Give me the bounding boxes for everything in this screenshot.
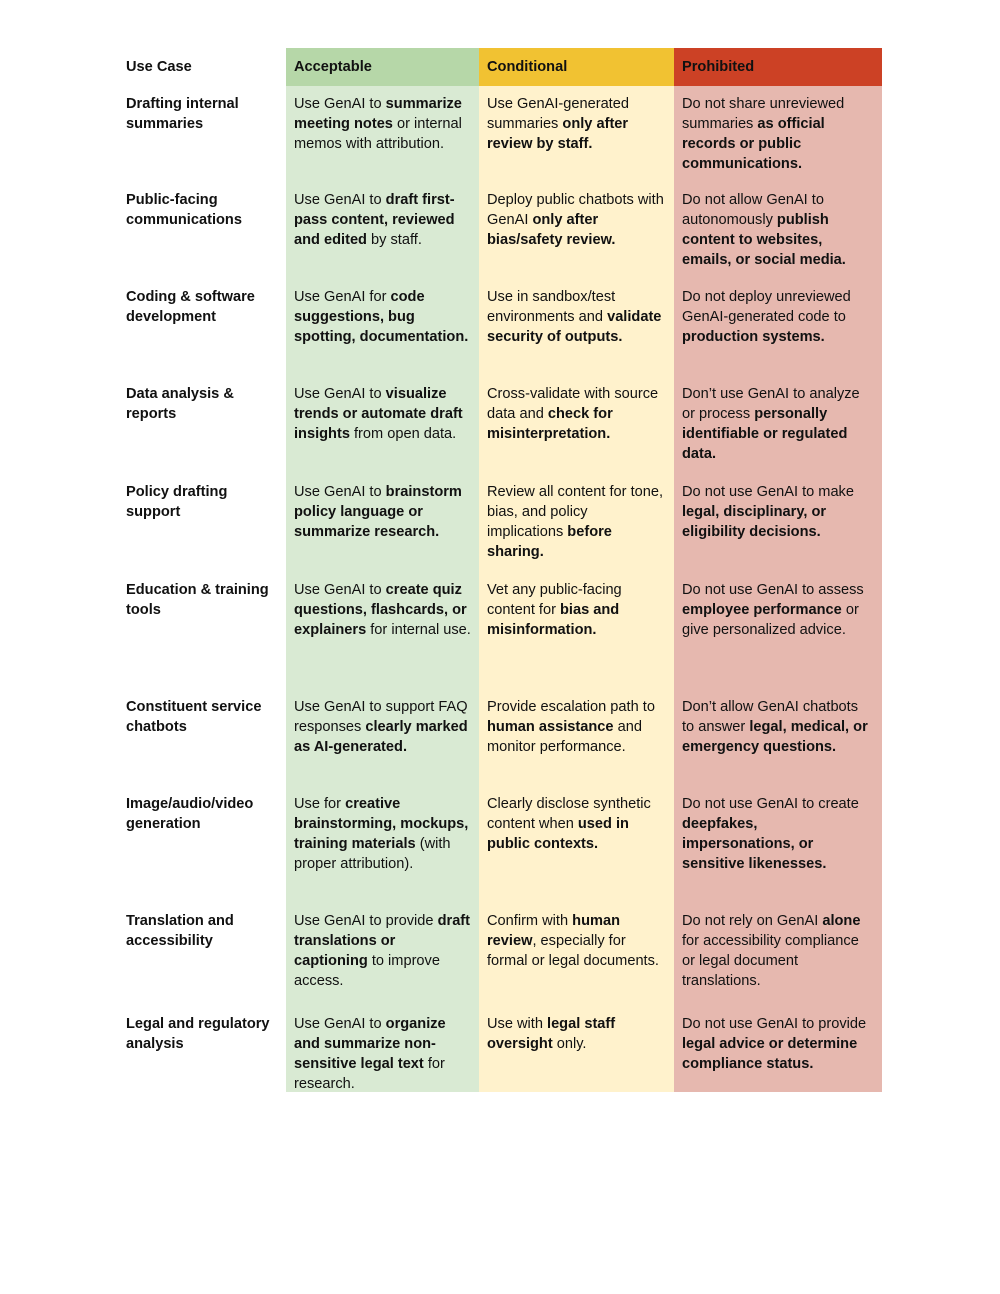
use-case-cell: Legal and regulatory analysis	[126, 1016, 270, 1052]
use-case-cell: Public-facing communications	[126, 192, 242, 228]
acceptable-cell	[286, 86, 479, 182]
table-body	[118, 86, 882, 1093]
text-segment: and monitor performance.	[487, 719, 642, 755]
header-acceptable: Acceptable	[286, 48, 479, 86]
conditional-cell	[479, 572, 674, 689]
use-case-cell: Translation and accessibility	[126, 913, 234, 949]
table-row	[118, 1006, 882, 1093]
emphasized-text: deepfakes, impersonations, or sensitive likenesses.	[682, 816, 827, 872]
text-segment: only.	[552, 1036, 587, 1052]
emphasized-text: creative brainstorming, mockups, training materials	[294, 796, 469, 852]
text-segment: Use with	[487, 1016, 548, 1032]
header-conditional: Conditional	[479, 48, 674, 86]
text-segment: Cross-validate with source data and	[487, 386, 659, 422]
text-segment: Use GenAI for	[294, 289, 391, 305]
text-segment: Don’t allow GenAI chatbots to answer	[682, 699, 859, 735]
text-segment: Use GenAI to	[294, 192, 386, 208]
conditional-cell	[479, 279, 674, 376]
text-segment: Do not share unreviewed summaries	[682, 96, 845, 132]
text-segment: Use in sandbox/test environments and	[487, 289, 616, 325]
emphasized-text: personally identifiable or regulated data.	[682, 406, 848, 462]
emphasized-text: only after bias/safety review.	[487, 212, 616, 248]
emphasized-text: check for misinterpretation.	[487, 406, 613, 442]
emphasized-text: human review	[487, 913, 620, 949]
emphasized-text: only after review by staff.	[487, 116, 629, 152]
text-segment: from open data.	[349, 426, 457, 442]
conditional-cell	[479, 474, 674, 572]
text-segment: Clearly disclose synthetic content when	[487, 796, 651, 832]
prohibited-cell	[674, 689, 882, 786]
text-segment: Do not allow GenAI to autonomously	[682, 192, 824, 228]
acceptable-cell	[286, 1006, 479, 1093]
text-segment: Use GenAI to	[294, 484, 386, 500]
text-segment: Deploy public chatbots with GenAI	[487, 192, 664, 228]
emphasized-text: as official records or public communications.	[682, 116, 825, 172]
conditional-cell	[479, 86, 674, 182]
text-segment: Use for	[294, 796, 346, 812]
header-use-case: Use Case	[126, 59, 192, 75]
conditional-cell	[479, 786, 674, 903]
emphasized-text: used in public contexts.	[487, 816, 629, 852]
genai-use-case-table	[118, 48, 882, 1093]
table-header-row	[118, 48, 882, 86]
text-segment: Do not use GenAI to create	[682, 796, 859, 812]
emphasized-text: validate security of outputs.	[487, 309, 662, 345]
emphasized-text: human assistance	[487, 719, 614, 735]
use-case-cell: Drafting internal summaries	[126, 96, 239, 132]
conditional-cell	[479, 182, 674, 279]
text-segment: by staff.	[366, 232, 422, 248]
emphasized-text: legal, disciplinary, or eligibility decisions.	[682, 504, 827, 540]
text-segment: Do not use GenAI to provide	[682, 1016, 867, 1032]
conditional-cell	[479, 1006, 674, 1093]
emphasized-text: alone	[822, 913, 861, 929]
conditional-cell	[479, 689, 674, 786]
table-row	[118, 86, 882, 182]
table-row	[118, 182, 882, 279]
table-row	[118, 903, 882, 1006]
acceptable-cell	[286, 689, 479, 786]
text-segment: Do not deploy unreviewed GenAI-generated code to	[682, 289, 851, 325]
acceptable-cell	[286, 182, 479, 279]
table-row	[118, 474, 882, 572]
text-segment: Vet any public-facing content for	[487, 582, 622, 618]
text-segment: (with proper attribution).	[294, 836, 451, 872]
emphasized-text: organize and summarize non-sensitive legal text	[294, 1016, 446, 1072]
text-segment: to improve access.	[294, 953, 440, 989]
emphasized-text: production systems.	[682, 329, 825, 345]
table-row	[118, 689, 882, 786]
use-case-cell: Data analysis & reports	[126, 386, 234, 422]
text-segment: , especially for formal or legal documents.	[487, 933, 659, 969]
prohibited-cell	[674, 279, 882, 376]
table-row	[118, 376, 882, 474]
prohibited-cell	[674, 182, 882, 279]
use-case-cell: Constituent service chatbots	[126, 699, 262, 735]
text-segment: Do not use GenAI to assess	[682, 582, 864, 598]
acceptable-cell	[286, 376, 479, 474]
emphasized-text: employee performance	[682, 602, 842, 618]
emphasized-text: create quiz questions, flashcards, or explainers	[294, 582, 467, 638]
text-segment: Use GenAI to	[294, 582, 386, 598]
use-case-cell: Coding & software development	[126, 289, 255, 325]
text-segment: for accessibility compliance or legal document translations.	[682, 933, 859, 989]
text-segment: for research.	[294, 1056, 445, 1092]
acceptable-cell	[286, 279, 479, 376]
text-segment: Do not rely on GenAI	[682, 913, 823, 929]
use-case-cell: Image/audio/video generation	[126, 796, 254, 832]
text-segment: Use GenAI to	[294, 386, 386, 402]
prohibited-cell	[674, 572, 882, 689]
text-segment: Provide escalation path to	[487, 699, 655, 715]
emphasized-text: bias and misinformation.	[487, 602, 620, 638]
table-row	[118, 572, 882, 689]
text-segment: for internal use.	[366, 622, 471, 638]
emphasized-text: visualize trends or automate draft insights	[294, 386, 463, 442]
header-prohibited: Prohibited	[674, 48, 882, 86]
emphasized-text: legal, medical, or emergency questions.	[682, 719, 868, 755]
emphasized-text: draft translations or captioning	[294, 913, 471, 969]
text-segment: Use GenAI to provide	[294, 913, 438, 929]
emphasized-text: summarize meeting notes	[294, 96, 462, 132]
acceptable-cell	[286, 903, 479, 1006]
text-segment: Review all content for tone, bias, and policy implications	[487, 484, 664, 540]
text-segment: or internal memos with attribution.	[294, 116, 462, 152]
prohibited-cell	[674, 86, 882, 182]
emphasized-text: brainstorm policy language or summarize research.	[294, 484, 462, 540]
emphasized-text: legal staff oversight	[487, 1016, 616, 1052]
table-row	[118, 279, 882, 376]
emphasized-text: legal advice or determine compliance status.	[682, 1036, 858, 1072]
prohibited-cell	[674, 786, 882, 903]
use-case-cell: Education & training tools	[126, 582, 269, 618]
emphasized-text: draft first-pass content, reviewed and edited	[294, 192, 455, 248]
emphasized-text: publish content to websites, emails, or social media.	[682, 212, 846, 268]
prohibited-cell	[674, 1006, 882, 1093]
prohibited-cell	[674, 376, 882, 474]
acceptable-cell	[286, 786, 479, 903]
text-segment: Use GenAI to	[294, 1016, 386, 1032]
text-segment: Use GenAI to support FAQ responses	[294, 699, 468, 735]
text-segment: Don’t use GenAI to analyze or process	[682, 386, 860, 422]
use-case-cell: Policy drafting support	[126, 484, 228, 520]
text-segment: Confirm with	[487, 913, 573, 929]
emphasized-text: code suggestions, bug spotting, documentation.	[294, 289, 469, 345]
text-segment: Do not use GenAI to make	[682, 484, 854, 500]
conditional-cell	[479, 903, 674, 1006]
text-segment: Use GenAI to	[294, 96, 386, 112]
prohibited-cell	[674, 903, 882, 1006]
conditional-cell	[479, 376, 674, 474]
emphasized-text: before sharing.	[487, 524, 612, 560]
emphasized-text: clearly marked as AI-generated.	[294, 719, 468, 755]
acceptable-cell	[286, 572, 479, 689]
prohibited-cell	[674, 474, 882, 572]
text-segment: or give personalized advice.	[682, 602, 859, 638]
acceptable-cell	[286, 474, 479, 572]
text-segment: Use GenAI-generated summaries	[487, 96, 629, 132]
table-row	[118, 786, 882, 903]
